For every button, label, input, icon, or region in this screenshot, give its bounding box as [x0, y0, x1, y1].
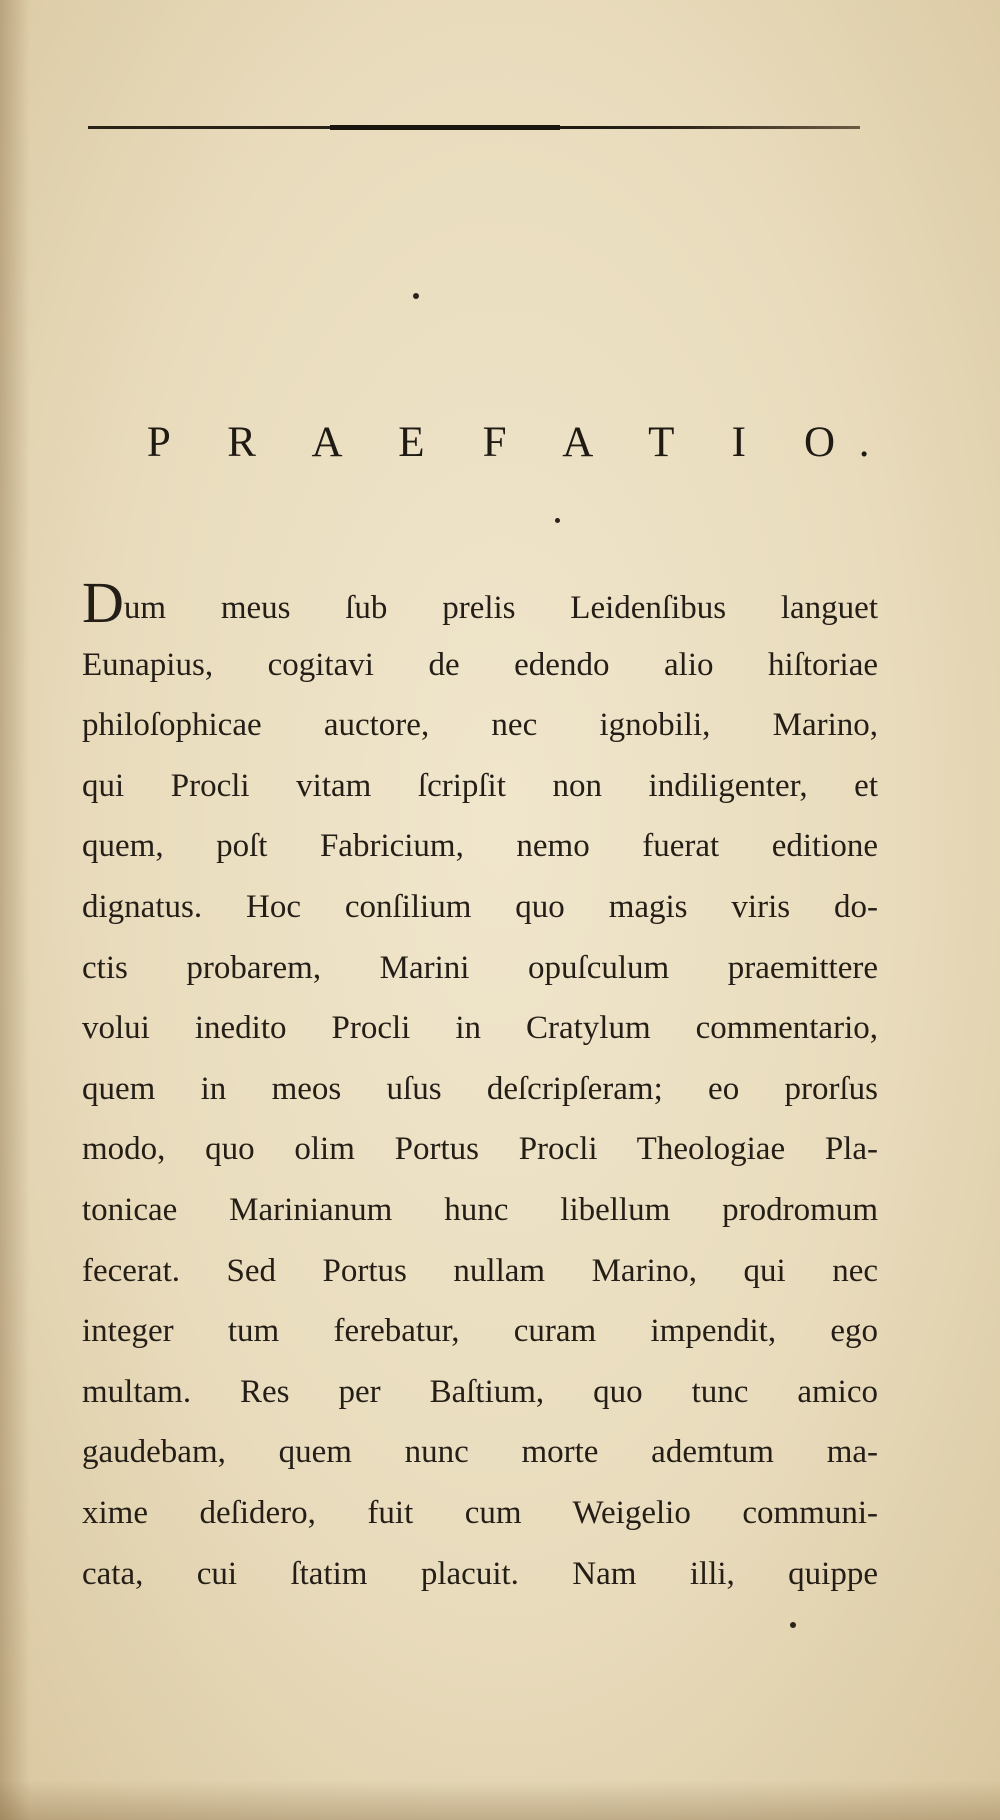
text-line: cata, cui ſtatim placuit. Nam illi, quippe [82, 1555, 878, 1592]
text-line: philoſophicae auctore, nec ignobili, Marino, [82, 707, 878, 744]
page-title: P R A E F A T I O. [146, 419, 894, 466]
text-line: quem in meos uſus deſcripſeram; eo prorſus [82, 1070, 878, 1107]
ink-speck [790, 1622, 796, 1628]
drop-cap: D [82, 570, 124, 635]
text-line: integer tum ferebatur, curam impendit, ego [82, 1313, 878, 1350]
text-line: quem, poſt Fabricium, nemo fuerat editione [82, 828, 878, 865]
preface-text [82, 570, 878, 1604]
header-rule-thick-segment [330, 125, 560, 130]
text-line: dignatus. Hoc conſilium quo magis viris do- [82, 888, 878, 925]
text-line: xime deſidero, fuit cum Weigelio communi- [82, 1494, 878, 1531]
text-line: fecerat. Sed Portus nullam Marino, qui nec [82, 1252, 878, 1289]
ink-speck [555, 518, 560, 523]
text-line: tonicae Marinianum hunc libellum prodromum [82, 1191, 878, 1228]
text-line: multam. Res per Baſtium, quo tunc amico [82, 1373, 878, 1410]
ink-speck [413, 293, 419, 299]
text-line: modo, quo olim Portus Procli Theologiae Pla- [82, 1131, 878, 1168]
text-line: Dum meus ſub prelis Leidenſibus languet [82, 570, 878, 635]
text-line: ctis probarem, Marini opuſculum praemittere [82, 949, 878, 986]
text-line: Eunapius, cogitavi de edendo alio hiſtoriae [82, 646, 878, 683]
text-line: qui Procli vitam ſcripſit non indiligenter, et [82, 767, 878, 804]
text-line: gaudebam, quem nunc morte ademtum ma- [82, 1434, 878, 1471]
text-line: volui inedito Procli in Cratylum commentario, [82, 1010, 878, 1047]
